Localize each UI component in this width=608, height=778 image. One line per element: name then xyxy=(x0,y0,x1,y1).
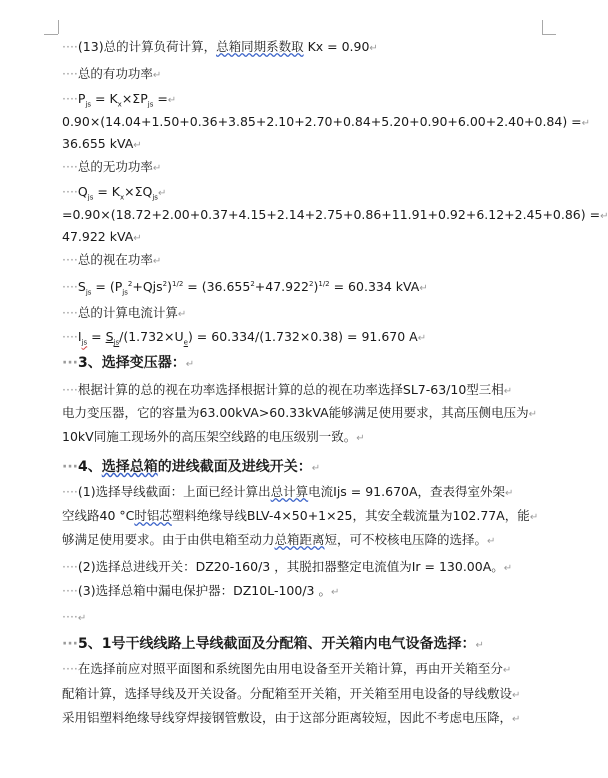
text-run: 总的视在功率 xyxy=(77,252,153,267)
text-run: ) xyxy=(313,279,319,295)
text-run: = xyxy=(153,91,168,106)
leading-space-marks: ··· xyxy=(62,459,78,475)
text-run: js xyxy=(147,100,154,109)
text-run: 0.90×(14.04+1.50+0.36+3.85+2.10+2.70+0.84+5.20+0.90+6.00+2.40+0.84) = xyxy=(62,114,582,129)
text-line xyxy=(62,610,86,625)
text-line xyxy=(62,533,495,548)
text-line xyxy=(62,406,537,421)
text-run: =0.90×(18.72+2.00+0.37+4.15+2.14+2.75+0.86+11.91+0.92+6.12+2.45+0.86) = xyxy=(62,207,601,222)
leading-space-marks: ···· xyxy=(62,66,78,81)
text-line xyxy=(62,92,176,109)
text-run: js xyxy=(113,338,120,347)
text-run: 够满足使用要求。由于由供电箱至动力 xyxy=(62,532,275,547)
text-run: 2 xyxy=(250,280,255,288)
text-line xyxy=(62,67,161,82)
leading-space-marks: ···· xyxy=(62,484,78,499)
text-run: 配箱计算，选择导线及开关设备。分配箱至开关箱，开关箱至用电设备的导线敷设 xyxy=(62,686,513,701)
leading-space-marks: ···· xyxy=(62,559,78,574)
text-run: +Qjs xyxy=(132,279,163,295)
text-line xyxy=(62,560,512,575)
paragraph-mark-icon: ↵ xyxy=(369,43,378,54)
text-run: /(1.732×U xyxy=(119,329,184,344)
text-run: 总箱同期系数取 xyxy=(216,39,304,54)
text-run: ×ΣP xyxy=(121,91,148,106)
text-line xyxy=(62,160,161,175)
paragraph-mark-icon: ↵ xyxy=(77,613,87,624)
paragraph-mark-icon: ↵ xyxy=(133,140,142,151)
text-run: 电流Ijs = 91.670A，查表得室外架 xyxy=(308,484,506,499)
text-run: 在选择前应对照平面图和系统图先由用电设备至开关箱计算，再由开关箱至分 xyxy=(77,661,503,676)
section-heading xyxy=(62,636,484,652)
paragraph-mark-icon: ↵ xyxy=(330,587,340,598)
text-run: js xyxy=(85,100,92,109)
text-run: ×ΣQ xyxy=(124,184,153,199)
leading-space-marks: ···· xyxy=(62,382,78,397)
leading-space-marks: ···· xyxy=(62,184,78,199)
paragraph-mark-icon: ↵ xyxy=(185,359,195,370)
text-run: = K xyxy=(93,184,120,199)
text-run: x xyxy=(119,193,125,202)
section-heading xyxy=(62,355,194,371)
crop-mark-top-right-v xyxy=(542,20,543,34)
paragraph-mark-icon: ↵ xyxy=(152,256,162,267)
text-run: js xyxy=(85,288,92,297)
leading-space-marks: ···· xyxy=(62,91,78,106)
text-run: S xyxy=(77,279,86,295)
leading-space-marks: ···· xyxy=(62,329,78,344)
text-run: 2 xyxy=(162,280,168,288)
text-run: 2 xyxy=(127,280,133,288)
text-line xyxy=(62,383,512,398)
text-line xyxy=(62,430,365,445)
paragraph-mark-icon: ↵ xyxy=(177,309,187,320)
text-run: (2)选择总进线开关：DZ20-160/3 ，其脱扣器整定电流值为Ir = 130.00A。 xyxy=(77,559,504,574)
paragraph-mark-icon: ↵ xyxy=(600,211,608,222)
crop-mark-top-right-h xyxy=(542,34,556,35)
text-run: 总的计算电流计算 xyxy=(77,305,178,320)
leading-space-marks: ···· xyxy=(62,661,78,676)
paragraph-mark-icon: ↵ xyxy=(529,512,539,523)
text-line xyxy=(62,208,608,223)
text-run: 电力变压器，它的容量为63.00kVA>60.33kVA能够满足使用要求，其高压侧电压为 xyxy=(62,405,529,420)
paragraph-mark-icon: ↵ xyxy=(512,690,521,701)
text-line xyxy=(62,711,520,726)
text-run: = K xyxy=(91,91,118,106)
leading-space-marks: ···· xyxy=(62,583,78,598)
text-run: 选择总箱 xyxy=(101,459,158,475)
text-line xyxy=(62,280,428,297)
text-run: P xyxy=(77,91,86,106)
paragraph-mark-icon: ↵ xyxy=(419,283,428,295)
text-run: = 60.334 kVA xyxy=(329,279,420,295)
paragraph-mark-icon: ↵ xyxy=(167,95,177,106)
text-run: 的进线截面及进线开关： xyxy=(157,459,312,475)
text-run: 总计算 xyxy=(270,484,309,499)
text-run: (13)总的计算负荷计算， xyxy=(77,39,217,54)
text-run: 5、1号干线线路上导线截面及分配箱、开关箱内电气设备选择： xyxy=(77,636,476,652)
crop-mark-top-left-h xyxy=(44,34,58,35)
text-line xyxy=(62,662,511,677)
text-line xyxy=(62,687,520,702)
paragraph-mark-icon: ↵ xyxy=(475,640,484,651)
text-run: 塑料绝缘导线BLV-4×50+1×25，其安全载流量为102.77A，能 xyxy=(171,508,530,523)
text-run: 时铝芯 xyxy=(134,508,172,523)
text-run: I xyxy=(77,329,82,344)
text-run: (1)选择导线截面：上面已经计算出 xyxy=(77,484,271,499)
paragraph-mark-icon: ↵ xyxy=(311,463,321,474)
text-run: js xyxy=(152,193,158,202)
text-run: 采用铝塑料绝缘导线穿焊接钢管敷设，由于这部分距离较短，因此不考虑电压降， xyxy=(62,710,513,725)
paragraph-mark-icon: ↵ xyxy=(417,333,427,344)
section-heading xyxy=(62,459,320,475)
text-run: 36.655 kVA xyxy=(62,136,134,151)
leading-space-marks: ···· xyxy=(62,305,78,320)
text-line xyxy=(62,509,538,524)
paragraph-mark-icon: ↵ xyxy=(581,118,591,129)
leading-space-marks: ···· xyxy=(62,159,78,174)
text-line xyxy=(62,137,142,152)
text-line xyxy=(62,330,426,347)
text-line xyxy=(62,40,378,55)
crop-mark-top-left-v xyxy=(58,20,59,34)
leading-space-marks: ···· xyxy=(62,609,78,624)
text-run: 1/2 xyxy=(172,280,184,288)
text-run: 10kV同施工现场外的高压架空线路的电压级别一致。 xyxy=(62,429,357,444)
paragraph-mark-icon: ↵ xyxy=(487,536,496,547)
text-run: 2 xyxy=(309,280,314,288)
text-run: ) xyxy=(167,279,173,295)
text-line xyxy=(62,185,166,202)
paragraph-mark-icon: ↵ xyxy=(503,386,513,397)
text-run: Kx = 0.90 xyxy=(303,39,370,54)
text-run: 4、 xyxy=(77,459,102,475)
leading-space-marks: ···· xyxy=(62,279,78,295)
text-run: 47.922 kVA xyxy=(62,229,134,244)
text-run: S xyxy=(105,329,114,344)
leading-space-marks: ···· xyxy=(62,39,78,54)
text-run: 总的无功功率 xyxy=(77,159,153,174)
text-run: ) = 60.334/(1.732×0.38) = 91.670 A xyxy=(187,329,418,344)
text-run: 总箱距离 xyxy=(274,532,325,547)
text-run: js xyxy=(122,288,128,297)
text-run: = (P xyxy=(91,279,123,295)
paragraph-mark-icon: ↵ xyxy=(502,665,512,676)
paragraph-mark-icon: ↵ xyxy=(157,188,167,199)
text-run: js xyxy=(87,193,94,202)
text-run: 空线路40 °C xyxy=(62,508,135,523)
text-run: 根据计算的总的视在功率选择根据计算的总的视在功率选择SL7-63/10型三相 xyxy=(77,382,504,397)
text-run: +47.922 xyxy=(254,279,310,295)
text-run: x xyxy=(117,100,122,109)
text-line xyxy=(62,306,186,321)
text-run: e xyxy=(183,338,188,347)
text-line xyxy=(62,584,339,599)
text-line xyxy=(62,115,590,130)
text-run: = (36.655 xyxy=(183,279,251,295)
text-run: (3)选择总箱中漏电保护器：DZ10L-100/3 。 xyxy=(77,583,331,598)
paragraph-mark-icon: ↵ xyxy=(528,409,538,420)
text-run: 3、选择变压器： xyxy=(77,355,186,371)
paragraph-mark-icon: ↵ xyxy=(152,163,162,174)
paragraph-mark-icon: ↵ xyxy=(512,714,521,725)
paragraph-mark-icon: ↵ xyxy=(505,488,514,499)
paragraph-mark-icon: ↵ xyxy=(503,563,513,574)
text-run: 短，可不校核电压降的选择。 xyxy=(324,532,488,547)
leading-space-marks: ··· xyxy=(62,636,78,652)
leading-space-marks: ··· xyxy=(62,355,78,371)
text-run: 总的有功功率 xyxy=(77,66,153,81)
text-run: 1/2 xyxy=(318,280,330,288)
leading-space-marks: ···· xyxy=(62,252,78,267)
paragraph-mark-icon: ↵ xyxy=(356,433,365,444)
text-run: js xyxy=(81,338,88,347)
text-line xyxy=(62,485,513,500)
text-run: = xyxy=(87,329,106,344)
text-line xyxy=(62,230,142,245)
paragraph-mark-icon: ↵ xyxy=(152,70,162,81)
text-run: Q xyxy=(77,184,88,199)
paragraph-mark-icon: ↵ xyxy=(133,233,142,244)
text-line xyxy=(62,253,161,268)
